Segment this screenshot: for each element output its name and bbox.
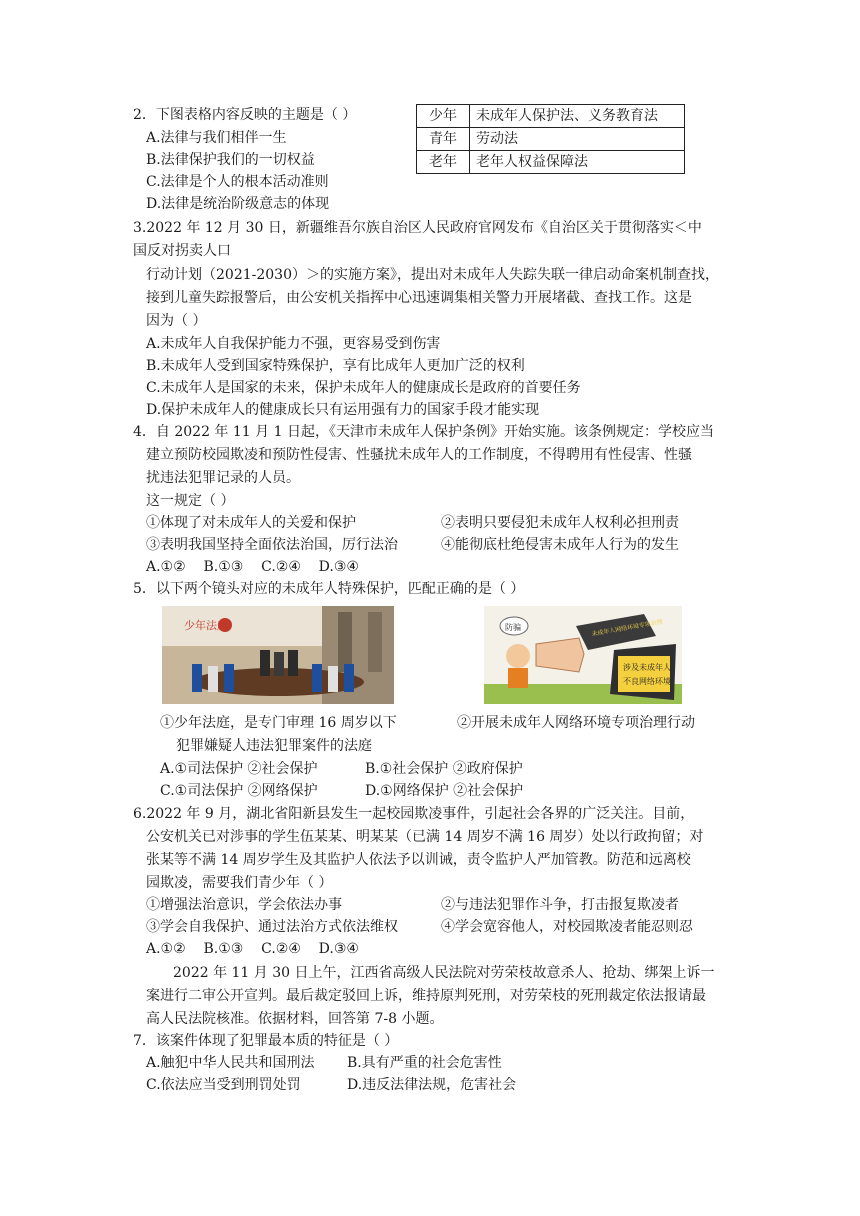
table-cell-age: 少年 [417,105,470,128]
q2-option-d: D.法律是统治阶级意志的体现 [146,196,330,212]
q2-option-b: B.法律保护我们的一切权益 [146,152,315,168]
q3-line-5: 因为（ ） [146,313,207,329]
table-row [417,128,685,151]
q2-law-table [416,104,685,174]
q2-option-a: A.法律与我们相伴一生 [146,130,287,146]
table-cell-law: 未成年人保护法、义务教育法 [470,105,685,128]
q6-line-3: 张某等不满 14 周岁学生及其监护人依法予以训诫，责令监护人严加管教。防范和远离校 [146,852,691,868]
internet-protection-cartoon [484,606,682,704]
q3-line-1: 3.2022 年 12 月 30 日，新疆维吾尔族自治区人民政府官网发布《自治区关于贯彻落实＜中 [133,220,702,236]
q6-item-1: ①增强法治意识，学会依法办事 [146,897,342,913]
juvenile-court-photo [162,606,394,704]
q3-option-b: B.未成年人受到国家特殊保护，享有比成年人更加广泛的权利 [146,358,525,374]
q4-item-3: ③表明我国坚持全面依法治国，厉行法治 [146,537,398,553]
q7-stem: 7．该案件体现了犯罪最本质的特征是（ ） [133,1033,399,1049]
material-line-3: 高人民法院核准。依据材料，回答第 7-8 小题。 [146,1011,444,1027]
speech-bubble-text: 防骗 [505,623,521,632]
q5-caption-2: ②开展未成年人网络环境专项治理行动 [457,715,695,731]
q5-caption-1-line-2: 犯罪嫌疑人违法犯罪案件的法庭 [176,738,372,754]
court-sign-text: 少年法庭 [184,619,228,632]
q5-caption-1-line-1: ①少年法庭，是专门审理 16 周岁以下 [160,715,397,731]
q6-item-3: ③学会自我保护、通过法治方式依法维权 [146,919,398,935]
q4-item-4: ④能彻底杜绝侵害未成年人行为的发生 [441,537,679,553]
q7-option-d: D.违反法律法规，危害社会 [347,1077,517,1093]
q5-option-a: A.①司法保护 ②社会保护 [160,761,318,777]
material-line-1: 2022 年 11 月 30 日上午，江西省高级人民法院对劳荣枝故意杀人、抢劫、绑架上诉一 [173,965,715,981]
screen-text-2: 不良网络环境 [623,677,671,686]
table-cell-law: 老年人权益保障法 [470,151,685,174]
q5-stem: 5．以下两个镜头对应的未成年人特殊保护，匹配正确的是（ ） [133,581,525,597]
table-row [417,105,685,128]
q3-line-4: 接到儿童失踪报警后，由公安机关指挥中心迅速调集相关警力开展堵截、查找工作。这是 [146,290,692,306]
q4-line-4: 这一规定（ ） [146,493,235,509]
q5-option-b: B.①社会保护 ②政府保护 [365,761,523,777]
fist-sleeve-text: 未成年人网络环境专项治理 [591,618,664,638]
q4-line-1: 4．自 2022 年 11 月 1 日起，《天津市未成年人保护条例》开始实施。该条例规定：学校应当 [133,424,714,440]
q2-option-c: C.法律是个人的根本活动准则 [146,174,329,190]
q3-line-3: 行动计划（2021-2030）＞的实施方案》，提出对未成年人失踪失联一律启动命案机制查找， [146,267,719,283]
q4-line-2: 建立预防校园欺凌和预防性侵害、性骚扰未成年人的工作制度，不得聘用有性侵害、性骚 [146,447,692,463]
q4-item-2: ②表明只要侵犯未成年人权利必担刑责 [441,515,679,531]
q7-option-b: B.具有严重的社会危害性 [347,1055,502,1071]
q3-option-d: D.保护未成年人的健康成长只有运用强有力的国家手段才能实现 [146,402,540,418]
q7-option-a: A.触犯中华人民共和国刑法 [146,1055,315,1071]
table-cell-age: 老年 [417,151,470,174]
q6-line-2: 公安机关已对涉事的学生伍某某、明某某（已满 14 周岁不满 16 周岁）处以行政拘留；对 [146,829,704,845]
table-row [417,151,685,174]
q4-line-3: 扰违法犯罪记录的人员。 [146,470,300,486]
q4-options: A.①② B.①③ C.②④ D.③④ [146,559,359,575]
q5-option-c: C.①司法保护 ②网络保护 [160,783,318,799]
q3-option-a: A.未成年人自我保护能力不强，更容易受到伤害 [146,336,441,352]
table-cell-age: 青年 [417,128,470,151]
q2-stem: 2．下图表格内容反映的主题是（ ） [133,107,357,123]
q6-item-2: ②与违法犯罪作斗争，打击报复欺凌者 [441,897,679,913]
q6-item-4: ④学会宽容他人，对校园欺凌者能忍则忍 [441,919,693,935]
q3-line-2: 国反对拐卖人口 [133,243,231,259]
material-line-2: 案进行二审公开宣判。最后裁定驳回上诉，维持原判死刑，对劳荣枝的死刑裁定依法报请最 [146,988,706,1004]
q5-option-d: D.①网络保护 ②社会保护 [365,783,524,799]
q4-item-1: ①体现了对未成年人的关爱和保护 [146,515,356,531]
q6-options: A.①② B.①③ C.②④ D.③④ [146,941,359,957]
q6-line-4: 园欺凌，需要我们青少年（ ） [146,875,333,891]
screen-text-1: 涉及未成年人 [623,663,671,672]
table-cell-law: 劳动法 [470,128,685,151]
q6-line-1: 6.2022 年 9 月，湖北省阳新县发生一起校园欺凌事件，引起社会各界的广泛关注。目前， [133,806,695,822]
q3-option-c: C.未成年人是国家的未来，保护未成年人的健康成长是政府的首要任务 [146,380,581,396]
q7-option-c: C.依法应当受到刑罚处罚 [146,1077,301,1093]
